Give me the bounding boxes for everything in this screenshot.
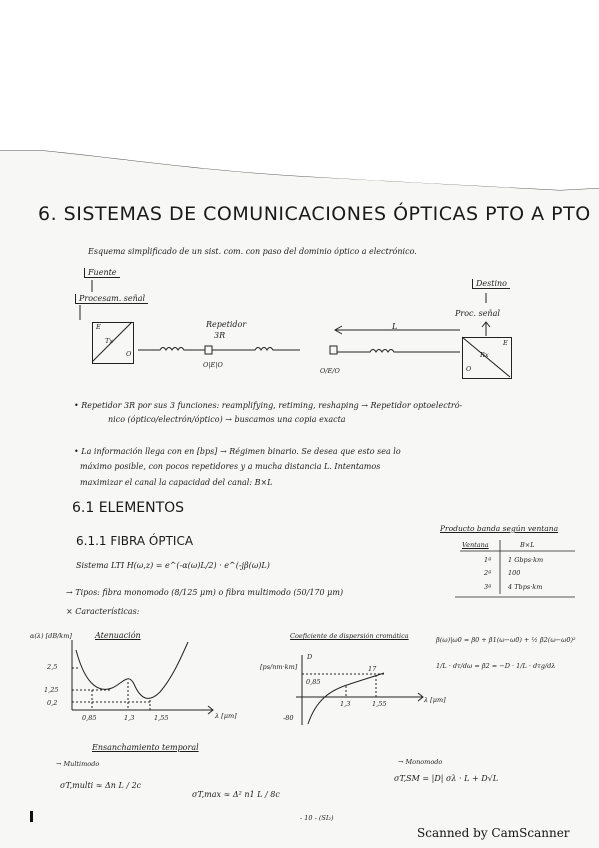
- caracteristicas: × Características:: [66, 607, 140, 616]
- disp-val-top: 17: [368, 665, 377, 673]
- ensanch-monomodo: → Monomodo: [398, 758, 443, 766]
- page-title: 6. SISTEMAS DE COMUNICACIONES ÓPTICAS PTO A PTO: [38, 203, 591, 225]
- table-cell: 1 Gbps·km: [508, 556, 544, 564]
- oeo-label-1: O|E|O: [203, 361, 223, 369]
- oeo-label-2: O/E/O: [320, 367, 340, 375]
- disp-xtick-3: 1,55: [372, 700, 387, 708]
- destino-label: Destino: [472, 279, 510, 289]
- atten-ytick-2: 1,25: [44, 686, 59, 694]
- tx-e-label: E: [96, 323, 101, 331]
- disp-yunit: [ps/nm·km]: [260, 663, 298, 671]
- distance-label: L: [392, 322, 398, 331]
- page-number: - 10 - (SI₂): [300, 814, 334, 822]
- formula-mono: σT,SM = |D| σλ · L + D√L: [394, 774, 499, 783]
- section-elementos: 6.1 ELEMENTOS: [72, 500, 185, 516]
- beta-formula: β(ω)|ω0 = β0 + β1(ω−ω0) + ½ β2(ω−ω0)²: [436, 636, 576, 644]
- note-info-1: • La información llega con en [bps] → Régimen binario. Se desea que esto sea lo: [74, 447, 401, 456]
- disp-xtick-1: 0,85: [306, 678, 321, 686]
- table-header-ventana: Ventana: [462, 541, 489, 549]
- atten-xlabel: λ [μm]: [215, 712, 237, 720]
- note-info-3: maximizar el canal la capacidad del canal: B×L: [80, 478, 273, 487]
- scan-mark: [30, 811, 33, 822]
- sistema-lti: Sistema LTI H(ω,z) = e^(-α(ω)L/2) · e^(-jβ(ω)L): [76, 561, 270, 570]
- procesam-label: Procesam. señal: [75, 294, 148, 304]
- disp-xlabel: λ [μm]: [424, 696, 446, 704]
- atten-title: Atenuación: [95, 631, 141, 640]
- disp-ylabel: D: [307, 653, 313, 661]
- note-info-2: máximo posible, con pocos repetidores y a mucha distancia L. Intentamos: [80, 462, 381, 471]
- disp-title: Coeficiente de dispersión cromática: [290, 632, 409, 640]
- subtitle: Esquema simplificado de un sist. com. con paso del dominio óptico a electrónico.: [88, 247, 417, 256]
- proc-senal-label: Proc. señal: [455, 309, 500, 318]
- repetidor-3r-label: 3R: [214, 331, 226, 340]
- atten-ytick-3: 0,2: [47, 699, 58, 707]
- rx-label: Rx: [480, 351, 489, 359]
- fuente-label: Fuente: [84, 268, 120, 278]
- table-cell: 1ª: [484, 556, 492, 564]
- atten-ytick-1: 2,5: [47, 663, 58, 671]
- table-cell: 2ª: [484, 569, 492, 577]
- ensanch-title: Ensanchamiento temporal: [92, 743, 199, 752]
- formula-max: σT,max ≈ Δ² n1 L / 8c: [192, 790, 280, 799]
- formula-multi: σT,multi ≈ Δn L / 2c: [60, 781, 142, 790]
- table-cell: 100: [508, 569, 521, 577]
- table-cell: 3ª: [484, 583, 492, 591]
- tx-o-label: O: [126, 350, 132, 358]
- atten-xtick-3: 1,55: [154, 714, 169, 722]
- ensanch-multimodo: → Multimodo: [56, 760, 100, 768]
- note-repetidor-1: • Repetidor 3R por sus 3 funciones: reamplifying, retiming, reshaping → Repetidor optoelectró-: [74, 401, 463, 410]
- scanner-watermark: Scanned by CamScanner: [417, 826, 570, 840]
- table-cell: 4 Tbps·km: [508, 583, 543, 591]
- tx-label: Tx: [105, 337, 114, 345]
- note-repetidor-2: nico (óptico/electrón/óptico) → buscamos una copia exacta: [108, 415, 346, 424]
- rx-o-label: O: [466, 365, 472, 373]
- atten-ylabel: α(λ) [dB/km]: [30, 632, 72, 640]
- atten-xtick-2: 1,3: [124, 714, 135, 722]
- tipos-fibra: → Tipos: fibra monomodo (8/125 μm) o fibra multimodo (50/170 μm): [66, 588, 344, 597]
- disp-xtick-2: 1,3: [340, 700, 351, 708]
- disp-val-bottom: -80: [283, 714, 294, 722]
- table-caption: Producto banda según ventana: [440, 524, 559, 533]
- atten-xtick-1: 0,85: [82, 714, 97, 722]
- section-fibra-optica: 6.1.1 FIBRA ÓPTICA: [76, 534, 194, 548]
- table-header-bxl: B×L: [520, 541, 535, 549]
- repetidor-label: Repetidor: [206, 320, 247, 329]
- rx-e-label: E: [503, 339, 508, 347]
- delay-formula: 1/L · dτ/dω = β2 = −D · 1/L · dτg/dλ: [436, 662, 556, 670]
